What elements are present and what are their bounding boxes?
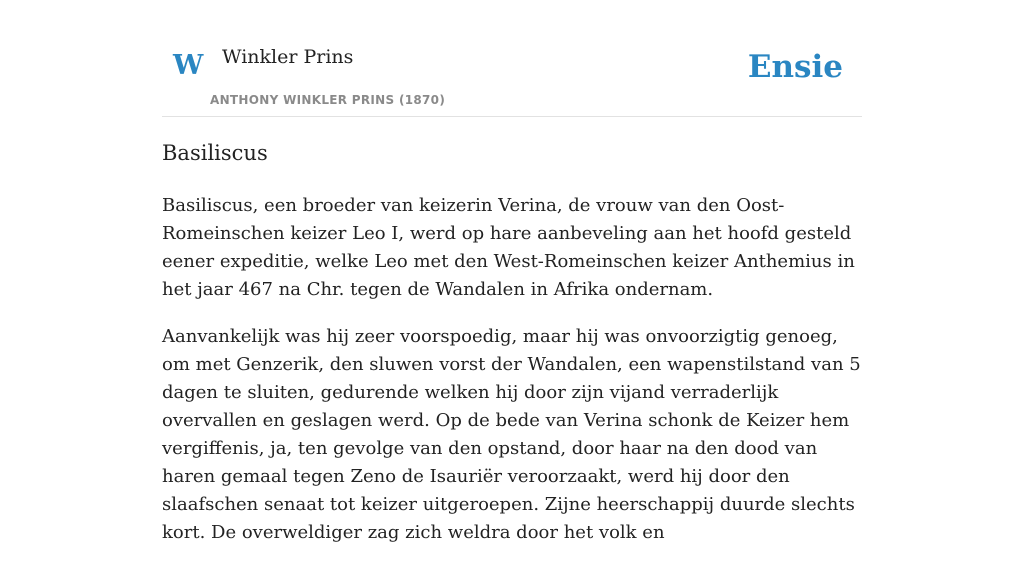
article-paragraph: Aanvankelijk was hij zeer voorspoedig, maar hij was onvoorzigtig genoeg, om met Genzerik, den sluwen vorst der Wandalen, een wapenstilstand van 5 dagen te sluiten, gedurende welken hij door zijn vijand verraderlijk overvallen en geslagen werd. Op de bede van Verina schonk de Keizer hem vergiffenis, ja, ten gevolge van den opstand, door haar na den dood van haren gemaal tegen Zeno de Isauriër veroorzaakt, werd hij door den slaafschen senaat tot keizer uitgeroepen. Zijne heerschappij duurde slechts kort. De overweldiger zag zich weldra door het volk en bbox=[162, 326, 861, 543]
source-title[interactable]: Winkler Prins bbox=[222, 46, 354, 68]
winkler-prins-logo[interactable]: W bbox=[173, 50, 204, 81]
source-header bbox=[162, 0, 862, 117]
source-author: ANTHONY WINKLER PRINS (1870) bbox=[210, 93, 446, 107]
article-paragraph: Basiliscus, een broeder van keizerin Verina, de vrouw van den Oost-Romeinschen keizer Leo I, werd op hare aanbeveling aan het hoofd gesteld eener expeditie, welke Leo met den West-Romeinschen keizer Anthemius in het jaar 467 na Chr. tegen de Wandalen in Afrika ondernam. bbox=[162, 195, 855, 300]
article-title: Basiliscus bbox=[162, 141, 268, 165]
article-body bbox=[162, 192, 867, 566]
ensie-logo[interactable]: Ensie bbox=[747, 49, 843, 85]
